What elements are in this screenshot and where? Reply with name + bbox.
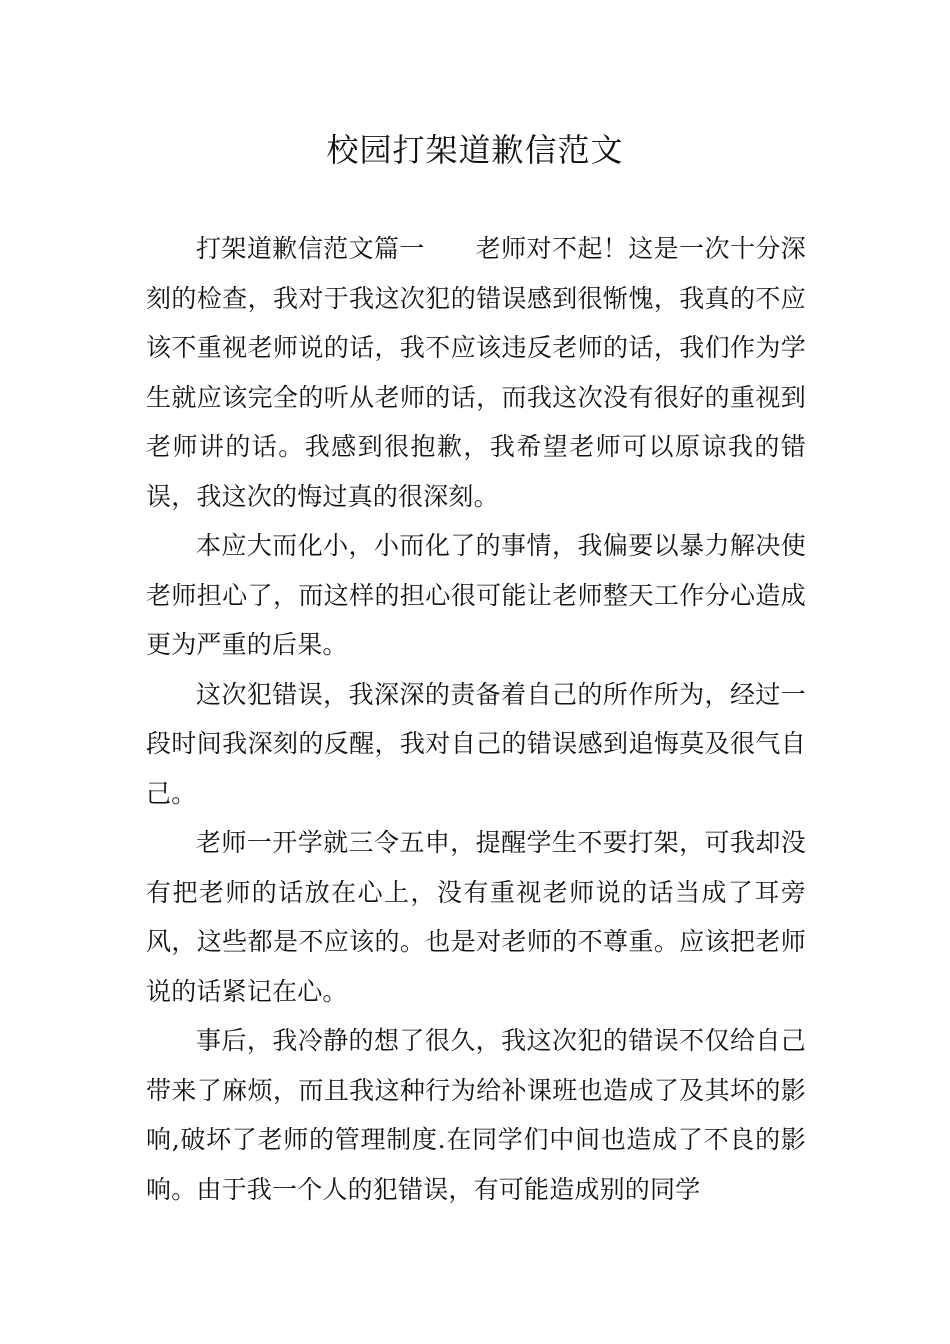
paragraph-1: 打架道歉信范文篇一 老师对不起！这是一次十分深刻的检查，我对于我这次犯的错误感到很惭愧，我真的不应该不重视老师说的话，我不应该违反老师的话，我们作为学生就应该完全的听从老师的话，而我这次没有很好的重视到老师讲的话。我感到很抱歉，我希望老师可以原谅我的错误，我这次的悔过真的很深刻。 [146, 234, 806, 511]
document-title: 校园打架道歉信范文 [326, 131, 624, 169]
paragraph-2: 本应大而化小，小而化了的事情，我偏要以暴力解决使老师担心了，而这样的担心很可能让老师整天工作分心造成更为严重的后果。 [146, 531, 806, 659]
document-body [146, 224, 806, 1214]
paragraph-4: 老师一开学就三令五申，提醒学生不要打架，可我却没有把老师的话放在心上，没有重视老师说的话当成了耳旁风，这些都是不应该的。也是对老师的不尊重。应该把老师说的话紧记在心。 [146, 828, 806, 1006]
paragraph-3: 这次犯错误，我深深的责备着自己的所作所为，经过一段时间我深刻的反醒，我对自己的错误感到追悔莫及很气自己。 [146, 679, 806, 808]
paragraph-5: 事后，我冷静的想了很久，我这次犯的错误不仅给自己带来了麻烦，而且我这种行为给补课班也造成了及其坏的影响,破坏了老师的管理制度.在同学们中间也造成了不良的影响。由于我一个人的犯错误，有可能造成别的同学 [146, 1026, 806, 1204]
